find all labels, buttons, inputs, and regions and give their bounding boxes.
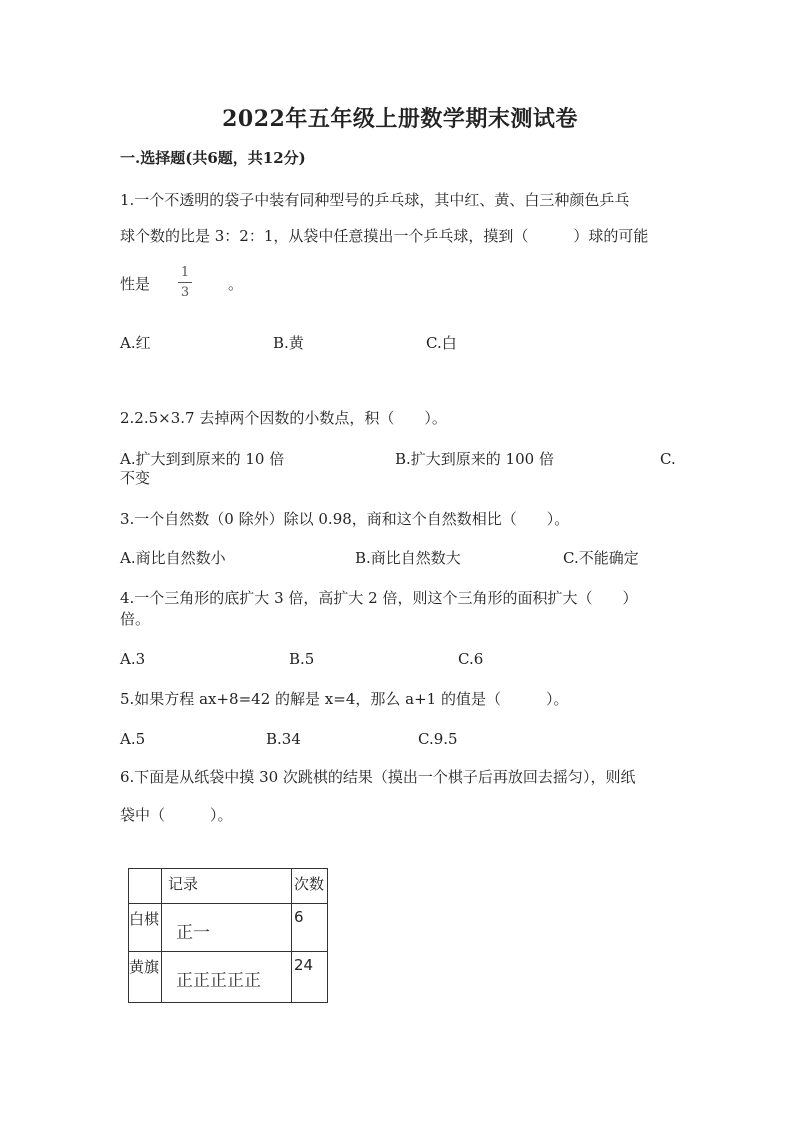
- q5-text: 5.如果方程 ax+8=42 的解是 x=4，那么 a+1 的值是（ ）。: [120, 690, 569, 708]
- q1-option-b[interactable]: B.黄: [273, 334, 304, 352]
- q1-text-line3: 性是: [120, 275, 151, 293]
- q3-option-c[interactable]: C.不能确定: [563, 549, 639, 567]
- page-title: 2022年五年级上册数学期末测试卷: [222, 106, 578, 132]
- table-header-record: 记录: [162, 869, 292, 904]
- fraction-bar: [178, 282, 192, 283]
- q1-option-a[interactable]: A.红: [120, 334, 151, 352]
- q1-fraction: [178, 266, 192, 299]
- tally-marks-yellow: 正正正正正: [176, 971, 261, 991]
- row-label-yellow: 黄旗: [129, 952, 162, 1003]
- q4-option-b[interactable]: B.5: [289, 650, 315, 668]
- tally-record-table: [128, 868, 328, 1003]
- q2-text: 2.2.5×3.7 去掉两个因数的小数点，积（ ）。: [120, 409, 447, 427]
- q3-option-b[interactable]: B.商比自然数大: [355, 549, 461, 567]
- q1-text-line1: 1.一个不透明的袋子中装有同种型号的乒乓球，其中红、黄、白三种颜色乒乓: [120, 191, 630, 209]
- fraction-numerator: 1: [180, 265, 190, 280]
- q2-option-c[interactable]: C.: [660, 450, 676, 468]
- q2-option-b[interactable]: B.扩大到原来的 100 倍: [395, 450, 554, 468]
- table-header-row: [129, 869, 328, 904]
- q1-text-line2: 球个数的比是 3：2：1，从袋中任意摸出一个乒乓球，摸到（ ）球的可能: [120, 227, 649, 245]
- q3-option-a[interactable]: A.商比自然数小: [120, 549, 226, 567]
- q1-period: 。: [228, 275, 244, 293]
- table-header-count: 次数: [292, 869, 328, 904]
- q4-text-line2: 倍。: [120, 610, 151, 628]
- q2-option-a[interactable]: A.扩大到到原来的 10 倍: [120, 450, 285, 468]
- q6-text-line1: 6.下面是从纸袋中摸 30 次跳棋的结果（摸出一个棋子后再放回去摇匀），则纸: [120, 768, 636, 786]
- table-header-corner: [129, 869, 162, 904]
- q4-text-line1: 4.一个三角形的底扩大 3 倍，高扩大 2 倍，则这个三角形的面积扩大（ ）: [120, 589, 638, 607]
- q2-option-c-wrap: 不变: [120, 469, 151, 487]
- table-row: [129, 952, 328, 1003]
- count-yellow: 24: [292, 952, 328, 1003]
- section-heading: 一.选择题(共6题，共12分): [120, 149, 306, 167]
- table-row: [129, 904, 328, 952]
- q4-option-a[interactable]: A.3: [120, 650, 146, 668]
- row-label-white: 白棋: [129, 904, 162, 952]
- q5-option-a[interactable]: A.5: [120, 730, 146, 748]
- q1-option-c[interactable]: C.白: [426, 334, 457, 352]
- q4-option-c[interactable]: C.6: [458, 650, 484, 668]
- count-white: 6: [292, 904, 328, 952]
- q5-option-c[interactable]: C.9.5: [418, 730, 458, 748]
- q5-option-b[interactable]: B.34: [266, 730, 301, 748]
- tally-marks-white: 正一: [176, 923, 210, 943]
- q3-text: 3.一个自然数（0 除外）除以 0.98，商和这个自然数相比（ ）。: [120, 510, 570, 528]
- fraction-denominator: 3: [180, 285, 190, 300]
- q6-text-line2: 袋中（ ）。: [120, 806, 233, 824]
